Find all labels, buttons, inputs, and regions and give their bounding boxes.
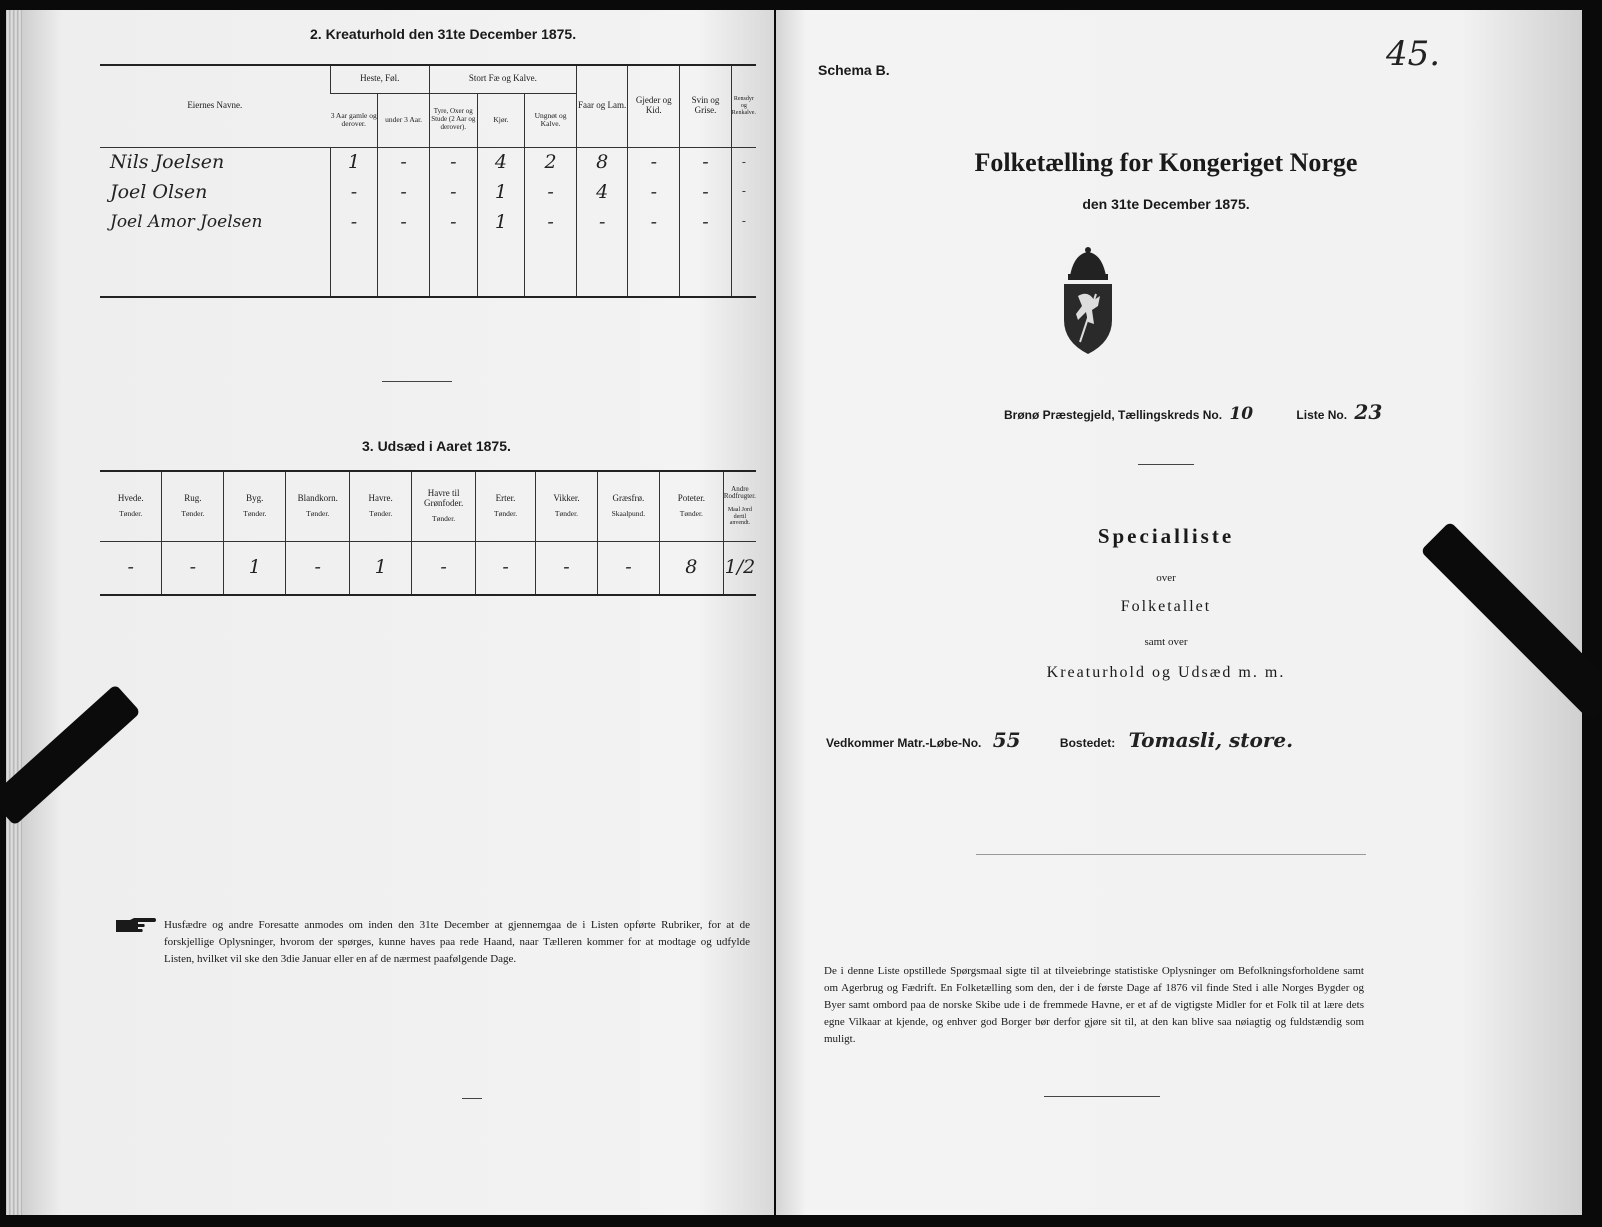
- reindeer-header: Rensdyr og Renkalve.: [731, 65, 756, 147]
- sowing-column-header: [224, 471, 286, 541]
- right-page: [776, 10, 1582, 1215]
- district-number: 10: [1229, 404, 1254, 424]
- bulls-subheader: Tyre, Oxer og Stude (2 Aar og derover).: [429, 93, 477, 147]
- table-row-empty: [100, 237, 756, 297]
- separator-rule: [1044, 1096, 1160, 1097]
- sowing-table: [100, 470, 756, 596]
- cell: 4: [576, 177, 628, 207]
- cell: 2: [525, 147, 577, 177]
- owner-header: Eiernes Navne.: [100, 65, 330, 147]
- sheep-header: Faar og Lam.: [576, 65, 628, 147]
- sowing-column-header: [597, 471, 659, 541]
- section3-title: 3. Udsæd i Aaret 1875.: [362, 438, 511, 454]
- norway-coat-of-arms-icon: [1060, 246, 1116, 358]
- folketallet-text: Folketallet: [1120, 598, 1212, 615]
- matr-line: [826, 728, 1293, 752]
- cell: -: [378, 177, 430, 207]
- cell: 8: [576, 147, 628, 177]
- sowing-value: 1/2: [723, 541, 756, 595]
- cows-subheader: Kjør.: [477, 93, 525, 147]
- page-number: 45.: [1386, 34, 1441, 74]
- goats-header: Gjeder og Kid.: [628, 65, 680, 147]
- specialliste-title: Specialliste: [1097, 524, 1235, 548]
- cell: -: [378, 147, 430, 177]
- pigs-header: Svin og Grise.: [680, 65, 732, 147]
- owner-name: Joel Amor Joelsen: [110, 211, 263, 232]
- over-text: over: [1156, 572, 1176, 584]
- separator-rule: [382, 381, 452, 382]
- sowing-unit: Tønder.: [679, 509, 703, 519]
- sowing-unit: Tønder.: [493, 509, 518, 519]
- sowing-unit: Tønder.: [181, 509, 205, 519]
- sowing-crop-name: Hvede.: [117, 493, 144, 504]
- cell: 1: [477, 177, 525, 207]
- sowing-value: -: [412, 541, 476, 595]
- list-label: Liste No.: [1296, 408, 1348, 422]
- census-purpose-text: De i denne Liste opstillede Spørgsmaal sigte til at tilveiebringe statistiske Oplysninger om Befolkningsforholdene samt om Agerbrug og Fædrift. En Folketælling som den, der i de første Dage af 1876 vil finde Sted i alle Norges Bygder og Byer samt ombord paa de norske Skibe ude i de fremmede Havne, er et af de vigtigste Midler for et Folk til at lære dets egne Vilkaar at kjende, og enhver god Borger bør derfor gjøre sit til, at den kan blive saa nøiagtig og fuldstændig som muligt.: [824, 965, 1364, 1045]
- sowing-crop-name: Havre.: [368, 493, 393, 504]
- document-title: Folketælling for Kongeriget Norge: [974, 148, 1358, 177]
- parish-label: Brønø Præstegjeld, Tællingskreds No.: [1004, 408, 1223, 422]
- sowing-unit: Tønder.: [432, 514, 456, 524]
- sowing-column-header: [412, 471, 476, 541]
- cell: -: [628, 207, 680, 237]
- list-number: 23: [1354, 400, 1383, 424]
- cell: 1: [330, 147, 378, 177]
- bosted-label: Bostedet:: [1059, 736, 1116, 750]
- bosted-value: Tomasli, store.: [1128, 728, 1294, 752]
- kreaturhold-text: Kreaturhold og Udsæd m. m.: [1046, 664, 1286, 681]
- sowing-value: 1: [224, 541, 286, 595]
- sowing-value: -: [476, 541, 536, 595]
- parish-line: [1004, 400, 1382, 424]
- left-page-edges: [6, 10, 22, 1215]
- sowing-unit: Tønder.: [119, 509, 143, 519]
- sowing-crop-name: Blandkorn.: [297, 493, 338, 504]
- cell: -: [628, 177, 680, 207]
- sowing-value: 1: [350, 541, 412, 595]
- cell: -: [429, 147, 477, 177]
- table-row: [100, 207, 756, 237]
- sowing-value: -: [127, 556, 134, 579]
- sowing-crop-name: Havre til Grønfoder.: [423, 488, 464, 509]
- cell: -: [330, 207, 378, 237]
- sowing-value: -: [536, 541, 598, 595]
- cell: -: [378, 207, 430, 237]
- sowing-crop-name: Byg.: [246, 493, 264, 504]
- cell: -: [576, 207, 628, 237]
- sowing-value: 8: [659, 541, 723, 595]
- young-cattle-subheader: Ungnøt og Kalve.: [525, 93, 577, 147]
- sowing-crop-name: Erter.: [495, 493, 516, 504]
- cell: -: [525, 177, 577, 207]
- sowing-column-header: [286, 471, 350, 541]
- owner-name: Joel Olsen: [110, 180, 208, 203]
- schema-label: Schema B.: [818, 62, 890, 78]
- census-date: den 31te December 1875.: [1082, 196, 1250, 212]
- sowing-value: -: [597, 541, 659, 595]
- sowing-column-header: [476, 471, 536, 541]
- table-row: [100, 177, 756, 207]
- table-row: [100, 147, 756, 177]
- cell: -: [628, 147, 680, 177]
- sowing-column-header: [100, 471, 162, 541]
- sowing-unit: Tønder.: [243, 509, 267, 519]
- cell: -: [731, 207, 756, 237]
- sowing-column-header: [162, 471, 224, 541]
- footer-dots: [462, 1098, 482, 1099]
- samt-over-text: samt over: [1144, 636, 1188, 648]
- section2-title: 2. Kreaturhold den 31te December 1875.: [310, 26, 577, 42]
- sowing-crop-name: Poteter.: [677, 493, 705, 504]
- cattle-header: Stort Fæ og Kalve.: [429, 65, 576, 93]
- sowing-unit: Tønder.: [369, 509, 393, 519]
- matr-number: 55: [992, 728, 1021, 752]
- cell: -: [731, 177, 756, 207]
- sowing-column-header: [536, 471, 598, 541]
- cell: -: [680, 177, 732, 207]
- separator-rule: [1138, 464, 1194, 465]
- sowing-column-header: [659, 471, 723, 541]
- sowing-column-header: [723, 471, 756, 541]
- cell: -: [429, 177, 477, 207]
- horses-header: Heste, Føl.: [330, 65, 429, 93]
- horse-young-subheader: under 3 Aar.: [378, 93, 430, 147]
- sowing-unit: Tønder.: [554, 509, 579, 519]
- cell: -: [330, 177, 378, 207]
- pointing-hand-icon: [114, 916, 158, 934]
- cell: 1: [477, 207, 525, 237]
- sowing-value: -: [286, 541, 350, 595]
- livestock-table: [100, 64, 756, 298]
- sowing-value: -: [162, 541, 224, 595]
- cell: -: [680, 147, 732, 177]
- sowing-crop-name: Vikker.: [553, 493, 580, 504]
- sowing-crop-name: Rug.: [184, 493, 202, 504]
- separator-rule: [976, 854, 1366, 855]
- instruction-notice: Husfædre og andre Foresatte anmodes om inden den 31te December at gjennemgaa de i Listen opførte Rubriker, for at de forskjellige Oplysninger, hvorom der spørges, kunne haves paa rede Haand, naar Tælleren kommer for at modtage og udfylde Listen, hvilket vil ske den 3die Januar eller en af de nærmest paafølgende Dage.: [164, 919, 750, 965]
- horse-old-subheader: 3 Aar gamle og derover.: [330, 93, 378, 147]
- cell: -: [429, 207, 477, 237]
- sowing-unit: Maal Jord dertil anvendt.: [727, 507, 752, 527]
- cell: -: [525, 207, 577, 237]
- sowing-crop-name: Græsfrø.: [612, 493, 645, 504]
- cell: 4: [477, 147, 525, 177]
- cell: -: [680, 207, 732, 237]
- sowing-column-header: [350, 471, 412, 541]
- sowing-crop-name: Andre Rodfrugter.: [723, 484, 756, 501]
- owner-name: Nils Joelsen: [110, 150, 225, 173]
- sowing-unit: Tønder.: [306, 509, 330, 519]
- matr-label: Vedkommer Matr.-Løbe-No.: [826, 736, 982, 750]
- left-page: [22, 10, 774, 1215]
- sowing-unit: Skaalpund.: [611, 509, 646, 519]
- cell: -: [731, 147, 756, 177]
